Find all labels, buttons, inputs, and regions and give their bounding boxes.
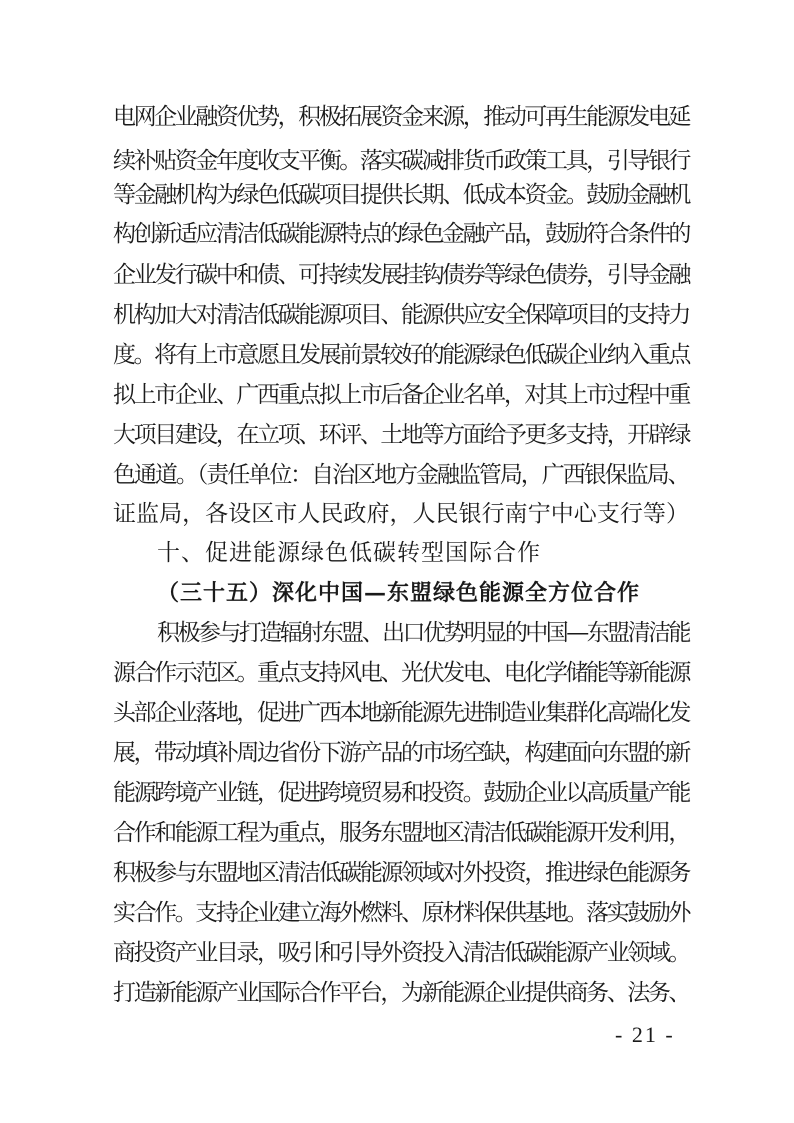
text-line: 实合作。支持企业建立海外燃料、原材料保供基地。落实鼓励外 [113, 900, 690, 926]
page-number: - 21 - [615, 1022, 675, 1047]
text-line: 商投资产业目录，吸引和引导外资投入清洁低碳能源产业领域。 [113, 940, 690, 966]
text-line: 电网企业融资优势，积极拓展资金来源，推动可再生能源发电延 [113, 104, 690, 130]
section-heading: 十、促进能源绿色低碳转型国际合作 [157, 540, 541, 566]
subsection-heading: （三十五）深化中国—东盟绿色能源全方位合作 [157, 580, 641, 606]
text-line: 积极参与打造辐射东盟、出口优势明显的中国—东盟清洁能 [157, 620, 690, 646]
text-line: 色通道。（责任单位：自治区地方金融监管局，广西银保监局、 [113, 462, 689, 488]
text-line: 企业发行碳中和债、可持续发展挂钩债券等绿色债券，引导金融 [113, 262, 690, 288]
text-line: 打造新能源产业国际合作平台，为新能源企业提供商务、法务、 [113, 980, 690, 1006]
text-line: 续补贴资金年度收支平衡。落实碳减排货币政策工具，引导银行 [113, 148, 690, 174]
text-line: 展，带动填补周边省份下游产品的市场空缺，构建面向东盟的新 [113, 740, 690, 766]
text-line: 度。将有上市意愿且发展前景较好的能源绿色低碳企业纳入重点 [113, 342, 690, 368]
text-line: 证监局，各设区市人民政府，人民银行南宁中心支行等） [113, 501, 689, 527]
text-line: 合作和能源工程为重点，服务东盟地区清洁低碳能源开发利用， [113, 820, 690, 846]
text-line: 源合作示范区。重点支持风电、光伏发电、电化学储能等新能源 [113, 660, 690, 686]
text-line: 积极参与东盟地区清洁低碳能源领域对外投资，推进绿色能源务 [113, 860, 690, 886]
text-line: 等金融机构为绿色低碳项目提供长期、低成本资金。鼓励金融机 [113, 182, 690, 208]
text-line: 构创新适应清洁低碳能源特点的绿色金融产品，鼓励符合条件的 [113, 221, 690, 247]
text-line: 头部企业落地，促进广西本地新能源先进制造业集群化高端化发 [113, 700, 690, 726]
text-line: 机构加大对清洁低碳能源项目、能源供应安全保障项目的支持力 [113, 302, 690, 328]
text-line: 能源跨境产业链，促进跨境贸易和投资。鼓励企业以高质量产能 [113, 780, 690, 806]
text-line: 大项目建设，在立项、环评、土地等方面给予更多支持，开辟绿 [113, 422, 690, 448]
text-line: 拟上市企业、广西重点拟上市后备企业名单，对其上市过程中重 [113, 382, 690, 408]
